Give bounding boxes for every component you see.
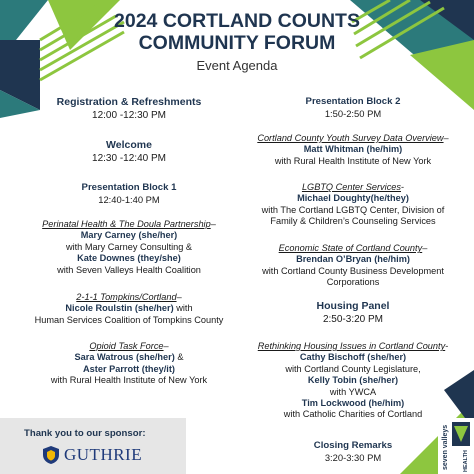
speaker-name: Aster Parrott (they/it) xyxy=(83,363,175,374)
speaker-affiliation: with The Cortland LGBTQ Center, Division of xyxy=(261,204,445,215)
item-title: Presentation Block 2 xyxy=(305,96,401,107)
speaker-name: Brendan O’Bryan (he/him) xyxy=(296,254,410,265)
speaker-affiliation: with Mary Carney Consulting & xyxy=(65,241,193,252)
speaker-name: Michael Doughty(he/they) xyxy=(297,193,409,204)
item-time: 12:00 -12:30 PM xyxy=(92,110,166,121)
item-time: 12:30 -12:40 PM xyxy=(92,153,166,164)
session-housing xyxy=(238,341,468,421)
agenda-item-closing xyxy=(238,440,468,464)
svh-logo-icon xyxy=(438,418,474,474)
speaker-affiliation: Human Services Coalition of Tompkins County xyxy=(34,314,224,325)
session-heading: Perinatal Health & The Doula Partnership– xyxy=(42,219,216,229)
session-youth-survey xyxy=(238,133,468,167)
session-lgbtq xyxy=(238,182,468,228)
speaker-name: Mary Carney (she/her) xyxy=(80,230,178,241)
svg-text:HEALTH: HEALTH xyxy=(463,450,469,472)
item-time: 3:20-3:30 PM xyxy=(324,452,382,463)
speaker-line: Nicole Roulstin (she/her) with xyxy=(65,303,193,314)
title-line: 2024 CORTLAND COUNTS xyxy=(114,10,360,32)
speaker-line: Sara Watrous (she/her) & xyxy=(74,352,184,363)
session-opioid xyxy=(14,341,244,387)
session-perinatal xyxy=(14,219,244,276)
item-title: Closing Remarks xyxy=(313,440,393,451)
speaker-affiliation: with Cortland County Business Development xyxy=(262,265,444,276)
speaker-affiliation: Corporations xyxy=(326,277,380,288)
agenda-item-block2 xyxy=(238,96,468,120)
session-tompkins xyxy=(14,292,244,326)
speaker-name: Kate Downes (they/she) xyxy=(77,253,181,264)
session-heading: LGBTQ Center Services- xyxy=(301,182,405,192)
speaker-name: Sara Watrous (she/her) xyxy=(74,352,175,363)
page-title xyxy=(0,10,474,54)
item-time: 1:50-2:50 PM xyxy=(324,108,382,119)
svh-logo-mark xyxy=(438,418,474,474)
page-subtitle: Event Agenda xyxy=(196,58,278,73)
svg-text:seven valleys: seven valleys xyxy=(442,424,449,470)
session-heading: Rethinking Housing Issues in Cortland County- xyxy=(257,341,449,351)
speaker-affiliation: with Cortland County Legislature, xyxy=(285,363,421,374)
session-heading: Economic State of Cortland County– xyxy=(278,243,428,253)
session-heading: Opioid Task Force– xyxy=(89,341,169,351)
sponsor-label: Thank you to our sponsor: xyxy=(24,428,146,439)
speaker-affiliation: Family & Children’s Counseling Services xyxy=(270,216,436,227)
session-heading: 2-1-1 Tompkins/Cortland– xyxy=(76,292,182,302)
item-title: Presentation Block 1 xyxy=(81,182,177,193)
header xyxy=(0,10,474,75)
agenda-item-block1 xyxy=(14,182,244,206)
session-heading: Cortland County Youth Survey Data Overview– xyxy=(257,133,449,143)
speaker-name: Nicole Roulstin (she/her) xyxy=(65,303,174,314)
agenda-item-welcome xyxy=(14,139,244,165)
item-time: 12:40-1:40 PM xyxy=(98,194,160,205)
speaker-name: Kelly Tobin (she/her) xyxy=(307,375,399,386)
speaker-name: Cathy Bischoff (she/her) xyxy=(299,352,407,363)
item-time: 2:50-3:20 PM xyxy=(322,314,384,325)
speaker-affiliation: with Seven Valleys Health Coalition xyxy=(57,264,201,275)
speaker-affiliation: with Catholic Charities of Cortland xyxy=(283,409,423,420)
speaker-affiliation: with YWCA xyxy=(329,386,377,397)
speaker-name: Tim Lockwood (he/him) xyxy=(301,398,405,409)
title-line: COMMUNITY FORUM xyxy=(138,32,336,54)
item-title: Registration & Refreshments xyxy=(56,96,202,108)
speaker-name: Matt Whitman (he/him) xyxy=(303,144,403,155)
speaker-affiliation: with Rural Health Institute of New York xyxy=(50,375,208,386)
item-title: Welcome xyxy=(106,139,152,151)
guthrie-logo xyxy=(42,444,142,466)
guthrie-wordmark: GUTHRIE xyxy=(64,445,143,464)
guthrie-shield-icon xyxy=(42,445,60,465)
speaker-affiliation: with Rural Health Institute of New York xyxy=(274,155,432,166)
agenda-item-registration xyxy=(14,96,244,122)
agenda-item-housing-panel xyxy=(238,300,468,326)
session-economic xyxy=(238,243,468,289)
item-title: Housing Panel xyxy=(316,300,390,312)
